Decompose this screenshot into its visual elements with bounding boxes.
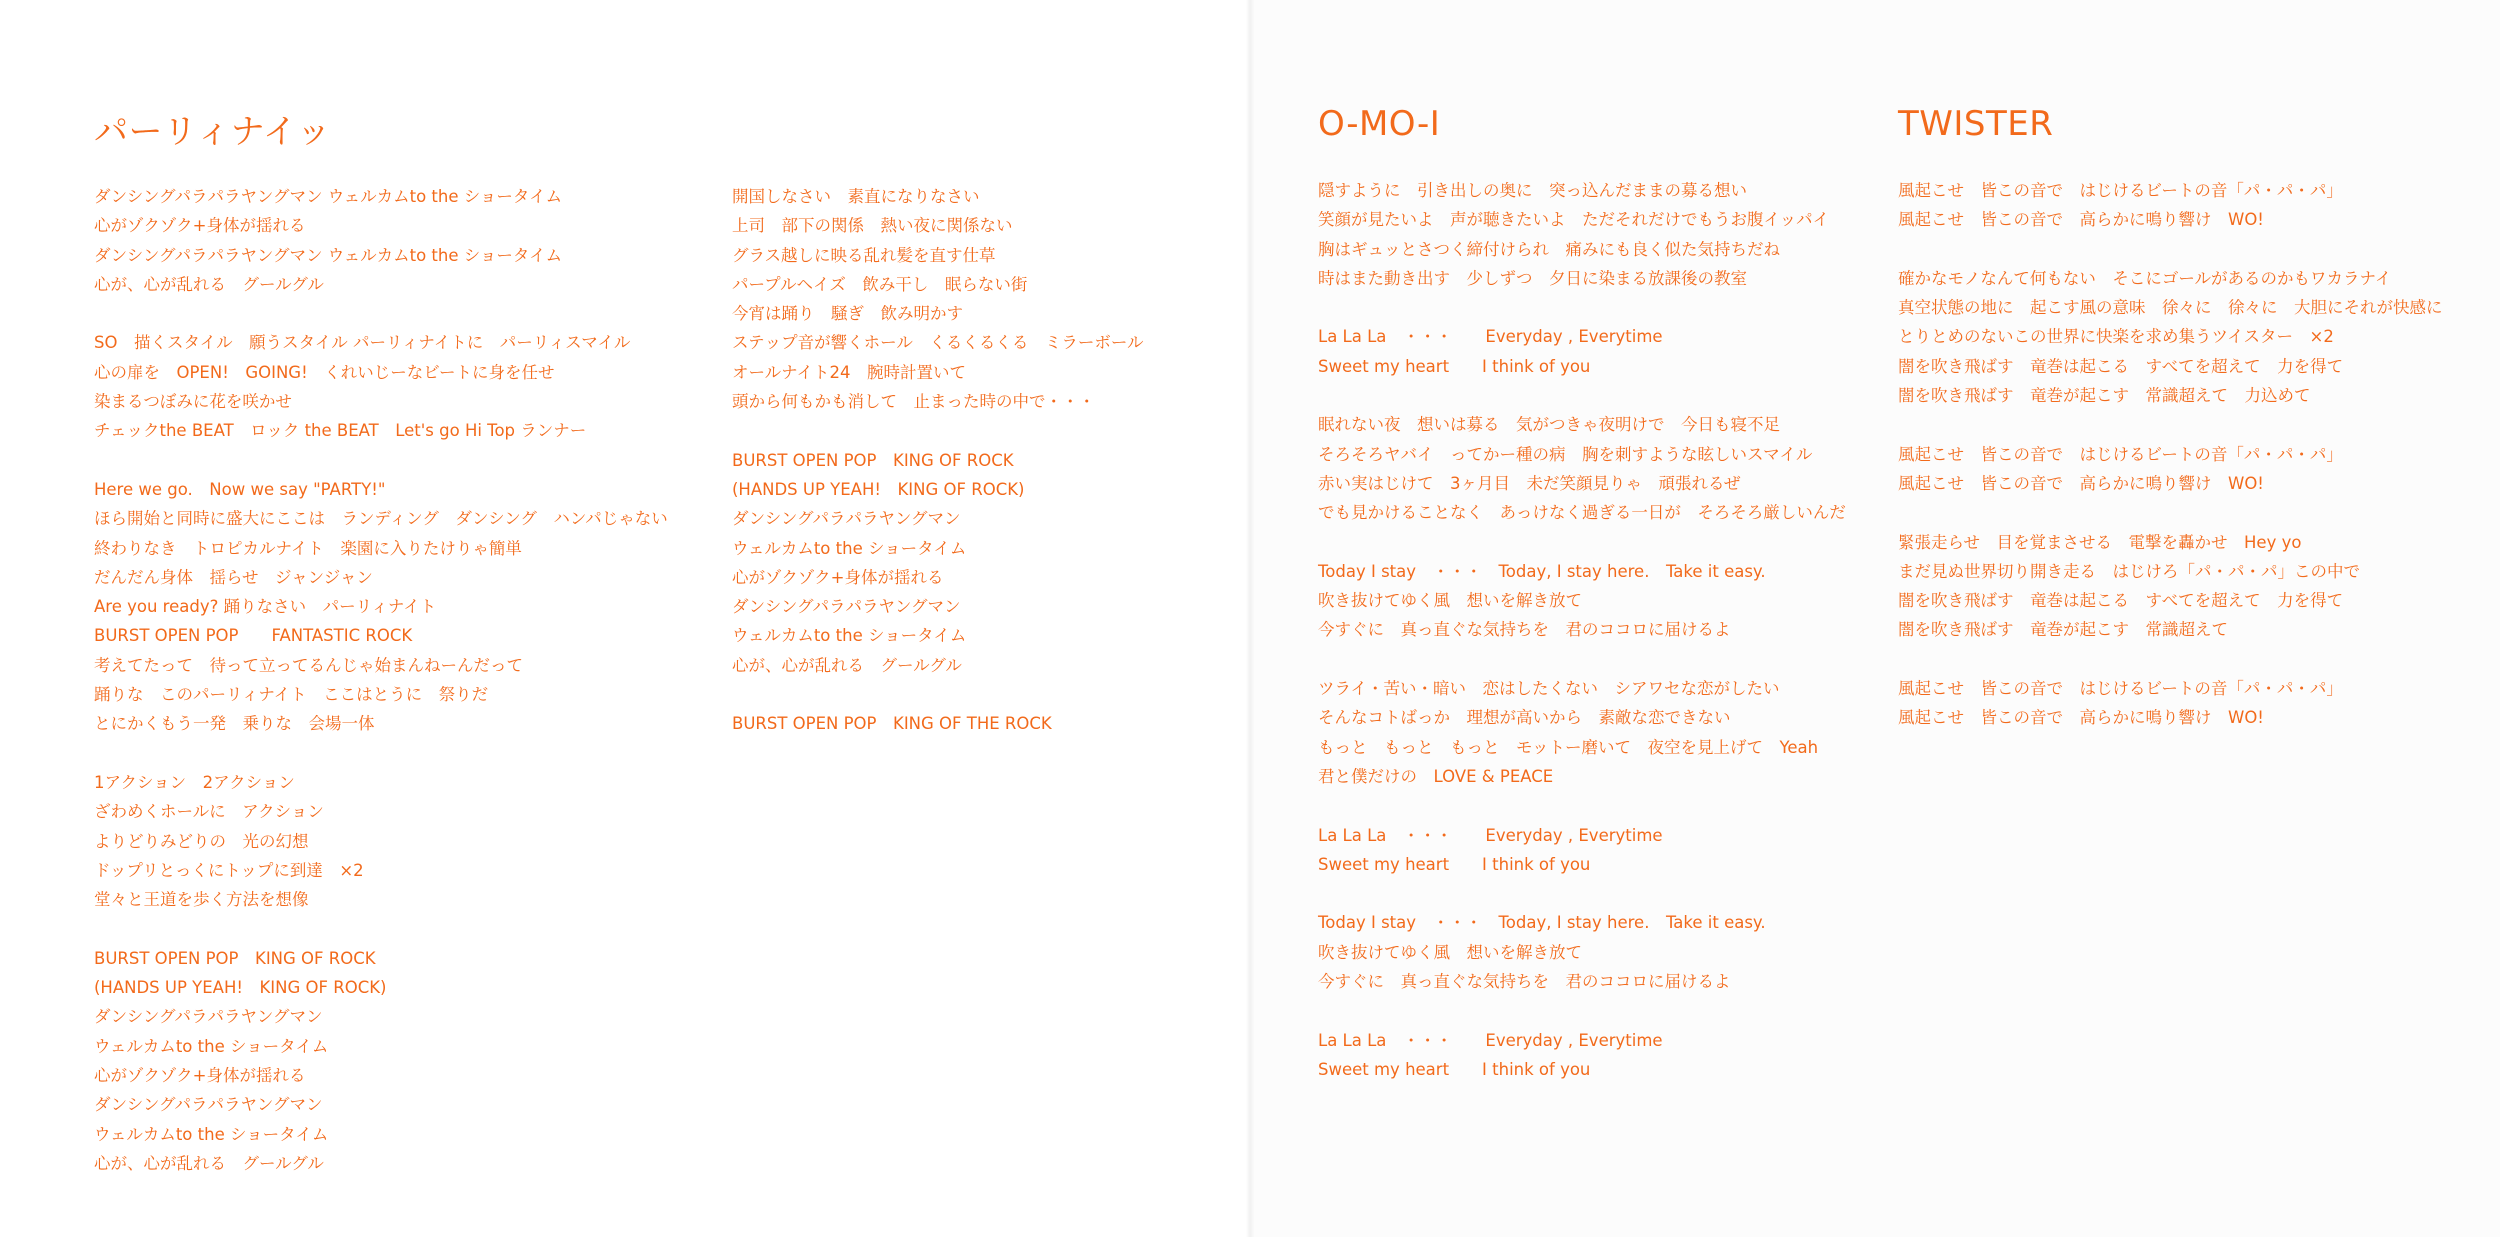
lyric-line: 隠すように 引き出しの奥に 突っ込んだままの募る想い bbox=[1318, 181, 1747, 200]
lyric-line: 笑顔が見たいよ 声が聴きたいよ ただそれだけでもうお腹イッパイ bbox=[1318, 210, 1830, 230]
stanza-break bbox=[1898, 410, 2443, 439]
lyric-line: 心がゾクゾク+身体が揺れる bbox=[94, 1065, 306, 1085]
lyric-line: 1アクション 2アクション bbox=[94, 772, 295, 792]
lyric-line: 心がゾクゾク+身体が揺れる bbox=[94, 216, 306, 236]
stanza-break bbox=[1318, 381, 1846, 410]
lyric-line: 吹き抜けてゆく風 想いを解き放て bbox=[1318, 591, 1582, 611]
stanza-break bbox=[94, 914, 668, 943]
lyric-line: チェックthe BEAT ロック the BEAT Let's go Hi Top ランナー bbox=[94, 421, 587, 441]
stanza-break bbox=[1318, 791, 1846, 820]
lyric-line: (HANDS UP YEAH! KING OF ROCK) bbox=[732, 479, 1025, 499]
stanza-break bbox=[1318, 879, 1846, 908]
lyric-line: BURST OPEN POP KING OF ROCK bbox=[732, 450, 1014, 470]
lyric-line: 心の扉を OPEN! GOING! くれいじーなビートに身を任せ bbox=[94, 362, 555, 382]
lyrics-party-night-column-1 bbox=[94, 182, 668, 1178]
lyric-line: 頭から何もかも消して 止まった時の中で・・・ bbox=[732, 392, 1095, 412]
lyric-line: 君と僕だけの LOVE & PEACE bbox=[1318, 766, 1554, 786]
lyric-line: ツライ・苦い・暗い 恋はしたくない シアワセな恋がしたい bbox=[1318, 679, 1780, 699]
lyric-line: 上司 部下の関係 熱い夜に関係ない bbox=[732, 216, 1013, 236]
lyric-line: Today I stay ・・・ Today, I stay here. Take it easy. bbox=[1318, 913, 1766, 933]
lyric-line: とりとめのないこの世界に快楽を求め集うツイスター ×2 bbox=[1898, 327, 2334, 347]
lyric-line: 心が、心が乱れる グールグル bbox=[732, 655, 962, 675]
lyric-line: 心が、心が乱れる グールグル bbox=[94, 1153, 324, 1173]
stanza-break bbox=[1318, 996, 1846, 1025]
lyric-line: グラス越しに映る乱れ髪を直す仕草 bbox=[732, 245, 996, 265]
lyric-line: Sweet my heart I think of you bbox=[1318, 1059, 1591, 1079]
lyric-line: 開国しなさい 素直になりなさい bbox=[732, 187, 980, 206]
lyric-line: Are you ready? 踊りなさい パーリィナイト bbox=[94, 597, 437, 617]
lyric-line: ステップ音が響くホール くるくるくる ミラーボール bbox=[732, 333, 1144, 353]
lyric-line: パープルヘイズ 飲み干し 眠らない街 bbox=[732, 274, 1028, 294]
lyric-line: 風起こせ 皆この音で はじけるビートの音「パ・パ・パ」 bbox=[1898, 444, 2343, 464]
page-fold bbox=[1246, 0, 1254, 1237]
lyric-line: Today I stay ・・・ Today, I stay here. Take it easy. bbox=[1318, 561, 1766, 581]
lyric-line: (HANDS UP YEAH! KING OF ROCK) bbox=[94, 978, 387, 998]
stanza-break bbox=[94, 446, 668, 475]
lyric-line: 風起こせ 皆この音で 高らかに鳴り響け WO! bbox=[1898, 473, 2264, 493]
lyric-line: そろそろヤバイ ってかー種の病 胸を刺すような眩しいスマイル bbox=[1318, 444, 1813, 464]
lyric-line: ドップリとっくにトップに到達 ×2 bbox=[94, 860, 364, 880]
lyric-line: Here we go. Now we say "PARTY!" bbox=[94, 479, 386, 499]
stanza-break bbox=[1318, 528, 1846, 557]
lyric-line: 確かなモノなんて何もない そこにゴールがあるのかもワカラナイ bbox=[1898, 268, 2392, 288]
lyric-line: そんなコトばっか 理想が高いから 素敵な恋できない bbox=[1318, 708, 1731, 728]
lyric-line: ざわめくホールに アクション bbox=[94, 802, 324, 822]
lyrics-twister-column bbox=[1898, 176, 2443, 733]
lyric-line: Sweet my heart I think of you bbox=[1318, 356, 1591, 376]
stanza-break bbox=[1898, 645, 2443, 674]
lyric-line: 胸はギュッとさつく締付けられ 痛みにも良く似た気持ちだね bbox=[1318, 239, 1780, 259]
lyric-line: 今すぐに 真っ直ぐな気持ちを 君のココロに届けるよ bbox=[1318, 972, 1731, 992]
lyric-line: ダンシングパラパラヤングマン bbox=[94, 1007, 323, 1027]
song-title-twister: TWISTER bbox=[1898, 104, 2054, 144]
lyric-line: La La La ・・・ Everyday , Everytime bbox=[1318, 327, 1663, 347]
lyric-line: 終わりなき トロピカルナイト 楽園に入りたけりゃ簡単 bbox=[94, 538, 522, 558]
lyric-line: 闇を吹き飛ばす 竜巻は起こる すべてを超えて 力を得て bbox=[1898, 356, 2344, 376]
stanza-break bbox=[1898, 498, 2443, 527]
lyric-line: ウェルカムto the ショータイム bbox=[94, 1124, 329, 1144]
lyric-line: 風起こせ 皆この音で 高らかに鳴り響け WO! bbox=[1898, 708, 2264, 728]
lyric-line: ウェルカムto the ショータイム bbox=[732, 626, 967, 646]
lyric-line: 染まるつぼみに花を咲かせ bbox=[94, 392, 292, 412]
lyric-line: まだ見ぬ世界切り開き走る はじけろ「パ・パ・パ」この中で bbox=[1898, 561, 2360, 581]
lyric-line: SO 描くスタイル 願うスタイル パーリィナイトに パーリィスマイル bbox=[94, 333, 631, 353]
stanza-break bbox=[94, 299, 668, 328]
lyric-line: 闇を吹き飛ばす 竜巻が起こす 常識超えて bbox=[1898, 620, 2228, 640]
lyric-line: ダンシングパラパラヤングマン ウェルカムto the ショータイム bbox=[94, 245, 563, 265]
lyric-line: ダンシングパラパラヤングマン bbox=[94, 1095, 323, 1115]
lyrics-omoi-column bbox=[1318, 176, 1846, 1084]
lyric-line: 今すぐに 真っ直ぐな気持ちを 君のココロに届けるよ bbox=[1318, 620, 1731, 640]
lyric-line: 風起こせ 皆この音で 高らかに鳴り響け WO! bbox=[1898, 210, 2264, 230]
stanza-break bbox=[94, 739, 668, 768]
lyric-line: 風起こせ 皆この音で はじけるビートの音「パ・パ・パ」 bbox=[1898, 679, 2343, 699]
lyric-line: BURST OPEN POP KING OF ROCK bbox=[94, 948, 376, 968]
lyric-line: Sweet my heart I think of you bbox=[1318, 854, 1591, 874]
stanza-break bbox=[1318, 293, 1846, 322]
lyric-line: 真空状態の地に 起こす風の意味 徐々に 徐々に 大胆にそれが快感に bbox=[1898, 298, 2443, 318]
lyric-line: 眠れない夜 想いは募る 気がつきゃ夜明けで 今日も寝不足 bbox=[1318, 415, 1780, 435]
lyric-line: ダンシングパラパラヤングマン ウェルカムto the ショータイム bbox=[94, 187, 563, 206]
lyric-line: BURST OPEN POP FANTASTIC ROCK bbox=[94, 626, 413, 646]
lyric-line: とにかくもう一発 乗りな 会場一体 bbox=[94, 714, 375, 734]
stanza-break bbox=[1318, 645, 1846, 674]
lyric-line: 風起こせ 皆この音で はじけるビートの音「パ・パ・パ」 bbox=[1898, 181, 2343, 200]
lyric-line: 闇を吹き飛ばす 竜巻は起こる すべてを超えて 力を得て bbox=[1898, 591, 2344, 611]
lyric-line: 赤い実はじけて 3ヶ月目 未だ笑顔見りゃ 頑張れるぜ bbox=[1318, 473, 1741, 493]
lyric-line: オールナイト24 腕時計置いて bbox=[732, 362, 967, 382]
lyric-line: 吹き抜けてゆく風 想いを解き放て bbox=[1318, 942, 1582, 962]
lyric-line: 心がゾクゾク+身体が揺れる bbox=[732, 567, 944, 587]
lyric-line: もっと もっと もっと モットー磨いて 夜空を見上げて Yeah bbox=[1318, 737, 1819, 757]
lyric-line: 心が、心が乱れる グールグル bbox=[94, 274, 324, 294]
lyric-line: よりどりみどりの 光の幻想 bbox=[94, 831, 309, 851]
lyric-line: 堂々と王道を歩く方法を想像 bbox=[94, 890, 309, 910]
lyric-line: 時はまた動き出す 少しずつ 夕日に染まる放課後の教室 bbox=[1318, 268, 1747, 288]
lyric-line: ウェルカムto the ショータイム bbox=[94, 1036, 329, 1056]
lyric-line: ダンシングパラパラヤングマン bbox=[732, 509, 961, 529]
stanza-break bbox=[732, 416, 1144, 445]
lyric-line: 闇を吹き飛ばす 竜巻が起こす 常識超えて 力込めて bbox=[1898, 386, 2311, 406]
stanza-break bbox=[732, 680, 1144, 709]
stanza-break bbox=[1898, 235, 2443, 264]
lyrics-party-night-column-2 bbox=[732, 182, 1144, 739]
lyric-line: 踊りな このパーリィナイト ここはとうに 祭りだ bbox=[94, 685, 489, 705]
lyric-line: La La La ・・・ Everyday , Everytime bbox=[1318, 825, 1663, 845]
lyric-line: ウェルカムto the ショータイム bbox=[732, 538, 967, 558]
lyric-line: でも見かけることなく あっけなく過ぎる一日が そろそろ厳しいんだ bbox=[1318, 503, 1846, 523]
lyric-line: ダンシングパラパラヤングマン bbox=[732, 597, 961, 617]
lyric-line: ほら開始と同時に盛大にここは ランディング ダンシング ハンパじゃない bbox=[94, 509, 668, 529]
lyric-line: だんだん身体 揺らせ ジャンジャン bbox=[94, 567, 373, 587]
lyric-line: 考えてたって 待って立ってるんじゃ始まんねーんだって bbox=[94, 655, 523, 675]
song-title-omoi: O-MO-I bbox=[1318, 104, 1441, 144]
lyric-line: 緊張走らせ 目を覚まさせる 電撃を轟かせ Hey yo bbox=[1898, 532, 2302, 552]
lyric-line: BURST OPEN POP KING OF THE ROCK bbox=[732, 714, 1052, 734]
lyric-line: La La La ・・・ Everyday , Everytime bbox=[1318, 1030, 1663, 1050]
song-title-party-night: パーリィナイッ bbox=[94, 112, 332, 152]
lyric-line: 今宵は踊り 騒ぎ 飲み明かす bbox=[732, 304, 963, 324]
